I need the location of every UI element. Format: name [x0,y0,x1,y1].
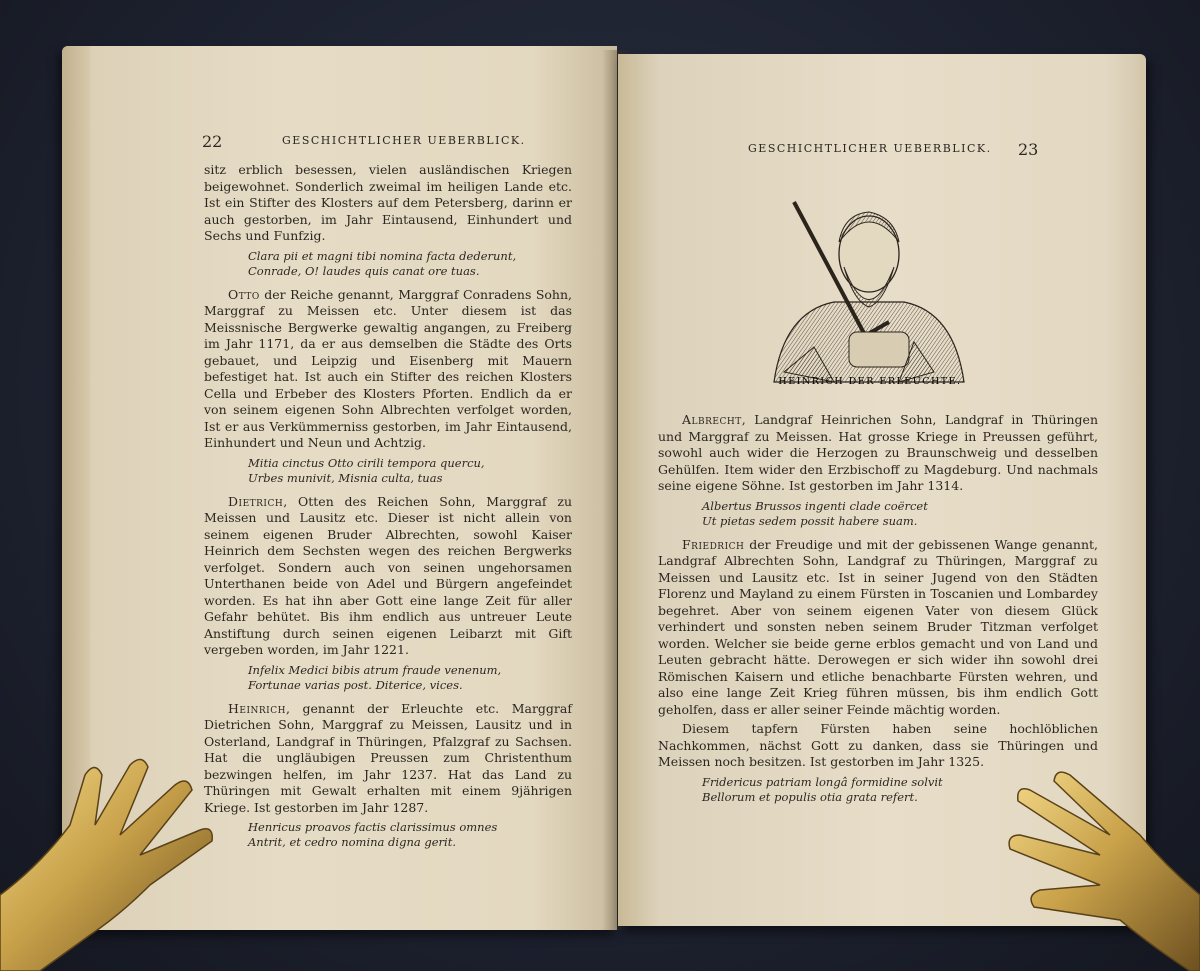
latin-verse: Infelix Medici bibis atrum fraude venenum, Fortunae varias post. Diterice, vices. [248,662,502,692]
paragraph-otto: Otto der Reiche genannt, Marggraf Conradens Sohn, Marggraf zu Meissen etc. Unter diesem ist das Meissnische Bergwerke gewaltig angangen, zu Freiberg im Jahr 1171, da er aus demselben die Städte des Orts gebauet, und Leipzig und Eisenberg mit Mauern befestiget hat. Ist auch ein Stifter des reichen Klosters Cella und Erbeber des Klosters Pforten. Endlich da er von seinem eigenen Sohn Albrechten verfolget worden, Ist er aus Verkümmerniss gestorben, im Jahr Eintausend, Einhundert und Neun und Achtzig. [204,286,572,450]
running-header-right: GESCHICHTLICHER UEBERBLICK. [748,142,992,155]
paragraph-closing: Diesem tapfern Fürsten haben seine hochlöblichen Nachkommen, nächst Gott zu danken, dass sie Thüringen und Meissen noch besitzen. Ist gestorben im Jahr 1325. [658,721,1098,769]
paragraph-albrecht: Albrecht, Landgraf Heinrichen Sohn, Landgraf in Thüringen und Marggraf zu Meissen. Hat grosse Kriege in Preussen geführt, sowohl auch wider die Herzogen zu Braunschweig und desselben Gehülfen. Item wider den Erzbischoff zu Magdeburg. Und nachmals seine eigene Söhne. Ist gestorben im Jahr 1314. [658,412,1098,493]
latin-verse: Mitia cinctus Otto cirili tempora quercu, Urbes munivit, Misnia culta, tuas [248,455,485,485]
portrait-caption: HEINRICH DER ERLEUCHTE. [778,376,962,387]
latin-verse: Henricus proavos factis clarissimus omnes Antrit, et cedro nomina digna gerit. [248,820,498,849]
page-number-left: 22 [202,132,223,151]
latin-verse: Albertus Brussos ingenti clade coërcet Ut pietas sedem possit habere suam. [702,498,928,528]
paragraph-heinrich: Heinrich, genannt der Erleuchte etc. Marggraf Dietrichen Sohn, Marggraf zu Meissen, Lausitz und in Osterland, Landgraf in Thüringen, Pfalzgraf zu Sachsen. Hat die ungläubigen Preussen zum Christenthum bezwingen helfen, im Jahr 1237. Hat das Land zu Thüringen mit Gewalt erhalten mit einem 9jährigen Kriege. Ist gestorben im Jahr 1287. [204,700,572,815]
brass-hand-weight-right-icon [990,715,1200,971]
brass-hand-weight-left-icon [0,745,240,971]
latin-verse: Fridericus patriam longâ formidine solvit Bellorum et populis otia grata refert. [702,774,943,804]
page-number-right: 23 [1018,140,1039,159]
left-text-column [204,162,572,858]
paragraph-opening: sitz erblich besessen, vielen ausländischen Kriegen beigewohnet. Sonderlich zweimal im heiligen Lande etc. Ist ein Stifter des Klosters auf dem Petersberg, darinn er auch gestorben, im Jahr Eintausend, Einhundert und Sechs und Funfzig. [204,162,572,243]
paragraph-friedrich: Friedrich der Freudige und mit der gebissenen Wange genannt, Landgraf Albrechten Sohn, Landgraf zu Thüringen, Marggraf zu Meissen und Lausitz etc. Ist in seiner Jugend von den Städten Florenz und Mayland zu einem Fürsten in Toscanien und Lombardey begehret. Aber von seinem eigenen Vater von diesem Glück verhindert und sonsten neben seinem Bruder Titzman verfolget worden. Welcher sie beide gerne erblos gemacht und von Land und Leuten gebracht hätte. Derowegen er sich wider ihn sowohl drei Römischen Kaisern und etliche benachbarte Fürsten wehren, und also eine lange Zeit Krieg führen müssen, bis ihm endlich Gott geholfen, dass er aller seiner Feinde mächtig worden. [658,536,1098,717]
latin-verse: Clara pii et magni tibi nomina facta dederunt, Conrade, O! laudes quis canat ore tuas. [248,248,517,278]
running-header-left: GESCHICHTLICHER UEBERBLICK. [282,134,526,147]
paragraph-dietrich: Dietrich, Otten des Reichen Sohn, Marggraf zu Meissen und Lausitz etc. Dieser ist nicht allein von seinem eigenen Bruder Albrechten, sowohl Kaiser Heinrich dem Sechsten wegen des reichen Bergwerks verfolget. Sondern auch von seinen ungehorsamen Unterthanen beide von Adel und Bürgern angefeindet worden. Es hat ihn aber Gott eine lange Zeit für aller Gefahr behütet. Bis ihm endlich aus untreuer Leute Anstiftung durch seinen eigenen Leibarzt mit Gift vergeben worden, im Jahr 1221. [204,493,572,657]
